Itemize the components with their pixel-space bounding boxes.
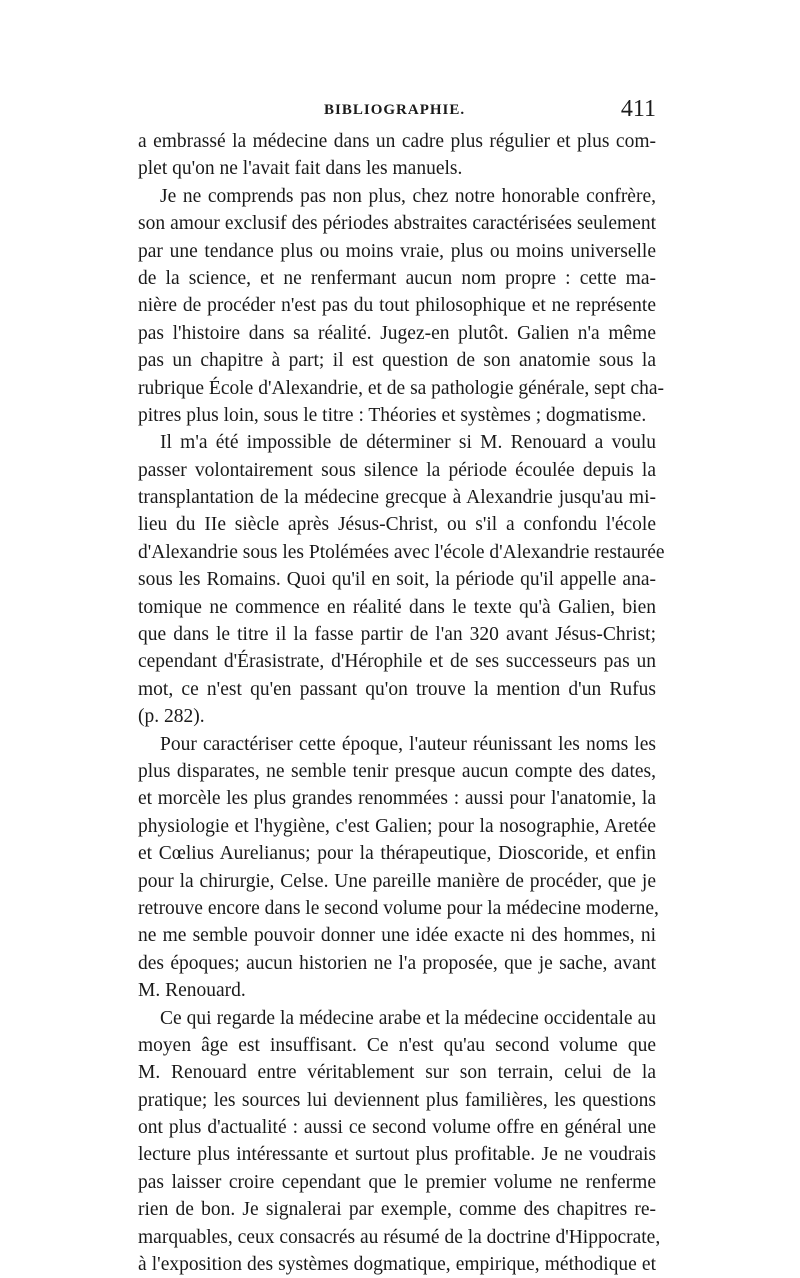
text-line: par une tendance plus ou moins vraie, plus ou moins universelle [138, 240, 656, 262]
text-line: plus disparates, ne semble tenir presque aucun compte des dates, [138, 760, 656, 782]
text-line: M. Renouard entre véritablement sur son terrain, celui de la [138, 1062, 656, 1084]
text-line: a embrassé la médecine dans un cadre plus régulier et plus com- [138, 131, 656, 152]
text-line: pas un chapitre à part; il est question de son anatomie sous la [138, 350, 656, 372]
text-line: retrouve encore dans le second volume pour la médecine moderne, [138, 897, 659, 919]
text-line: physiologie et l'hygiène, c'est Galien; pour la nosographie, Aretée [138, 815, 656, 837]
text-line: nière de procéder n'est pas du tout philosophique et ne représente [138, 295, 656, 317]
text-line: pitres plus loin, sous le titre : Théories et systèmes ; dogmatisme. [138, 404, 647, 426]
text-line: transplantation de la médecine grecque à Alexandrie jusqu'au mi- [138, 487, 656, 509]
text-line: marquables, ceux consacrés au résumé de la doctrine d'Hippocrate, [138, 1226, 661, 1248]
text-line: M. Renouard. [138, 980, 246, 1002]
text-line: des époques; aucun historien ne l'a proposée, que je sache, avant [138, 952, 656, 974]
text-line: Je ne comprends pas non plus, chez notre honorable confrère, [160, 185, 656, 207]
text-line: Ce qui regarde la médecine arabe et la médecine occidentale au [160, 1007, 656, 1029]
running-title: BIBLIOGRAPHIE. [324, 102, 466, 118]
text-line: et Cœlius Aurelianus; pour la thérapeutique, Dioscoride, et enfin [138, 843, 656, 865]
text-line: Il m'a été impossible de déterminer si M. Renouard a voulu [160, 432, 656, 454]
text-line: pas l'histoire dans sa réalité. Jugez-en plutôt. Galien n'a même [138, 322, 656, 344]
text-line: sous les Romains. Quoi qu'il en soit, la période qu'il appelle ana- [138, 569, 656, 591]
text-line: Pour caractériser cette époque, l'auteur réunissant les noms les [160, 733, 656, 755]
page-header [138, 96, 656, 126]
body-text [138, 128, 665, 1278]
text-line: tomique ne commence en réalité dans le texte qu'à Galien, bien [138, 596, 656, 618]
text-line: cependant d'Érasistrate, d'Hérophile et de ses successeurs pas un [138, 651, 656, 673]
text-line: passer volontairement sous silence la période écoulée depuis la [138, 459, 656, 481]
text-line: moyen âge est insuffisant. Ce n'est qu'au second volume que [138, 1034, 656, 1056]
text-line: ne me semble pouvoir donner une idée exacte ni des hommes, ni [138, 925, 656, 947]
text-line: pratique; les sources lui deviennent plus familières, les questions [138, 1089, 656, 1111]
text-line: que dans le titre il la fasse partir de l'an 320 avant Jésus-Christ; [138, 624, 656, 646]
text-line: (p. 282). [138, 706, 205, 728]
text-line: lecture plus intéressante et surtout plus profitable. Je ne voudrais [138, 1144, 656, 1166]
text-line: de la science, et ne renfermant aucun nom propre : cette ma- [138, 267, 656, 289]
page-number: 411 [620, 96, 656, 122]
text-line: mot, ce n'est qu'en passant qu'on trouve la mention d'un Rufus [138, 678, 656, 700]
text-line: lieu du IIe siècle après Jésus-Christ, ou s'il a confondu l'école [138, 514, 656, 536]
text-line: pour la chirurgie, Celse. Une pareille manière de procéder, que je [138, 870, 656, 892]
text-line: rien de bon. Je signalerai par exemple, comme des chapitres re- [138, 1199, 656, 1221]
text-line: plet qu'on ne l'avait fait dans les manuels. [138, 158, 463, 180]
text-line: à l'exposition des systèmes dogmatique, empirique, méthodique et [138, 1254, 656, 1276]
text-line: rubrique École d'Alexandrie, et de sa pathologie générale, sept cha- [138, 377, 664, 399]
text-line: son amour exclusif des périodes abstraites caractérisées seulement [138, 213, 656, 235]
text-line: d'Alexandrie sous les Ptolémées avec l'école d'Alexandrie restaurée [138, 541, 665, 563]
text-line: pas laisser croire cependant que le premier volume ne renferme [138, 1171, 656, 1193]
text-line: ont plus d'actualité : aussi ce second volume offre en général une [138, 1117, 656, 1139]
text-line: et morcèle les plus grandes renommées : aussi pour l'anatomie, la [138, 788, 656, 810]
